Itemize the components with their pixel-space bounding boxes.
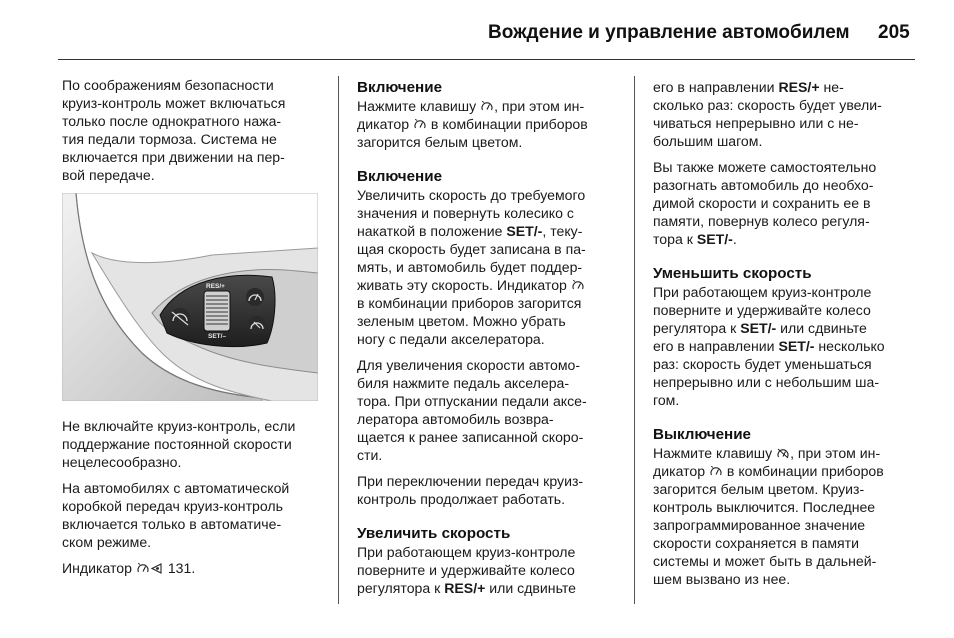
increase-speed-paragraph: При работающем круиз-контроле поверните и удерживайте колесо регулятора к RES/+ или сдвиньте bbox=[357, 544, 576, 596]
indicator-reference: Индикатор 131. bbox=[62, 560, 196, 576]
steering-wheel-illustration bbox=[62, 193, 318, 401]
cruise-control-icon bbox=[710, 466, 722, 477]
deactivation-paragraph: Нажмите клавишу , при этом ин- дикатор в комбинации приборов загорится белым цветом. Круиз- контроль выключится. Последнее запрограммированное значение скорости сохраняется в памяти системы и может быть в дальней- шем вызвано из нее. bbox=[653, 445, 884, 587]
column-divider-1 bbox=[338, 76, 339, 604]
cruise-control-icon bbox=[481, 101, 493, 112]
accelerate-paragraph: Для увеличения скорости автомо- биля нажмите педаль акселера- тора. При отпускании педали аксе- лератора автомобиль возвра- щается к ранее записанной скоро- сти. bbox=[357, 357, 587, 463]
column-1-lower bbox=[62, 417, 330, 585]
increase-speed-continued: его в направлении RES/+ не- сколько раз: скорость будет увели- чиваться непрерывно или с не- большим шагом. bbox=[653, 79, 882, 149]
gear-change-paragraph: При переключении передач круиз- контроль продолжает работать. bbox=[357, 473, 584, 507]
column-1 bbox=[62, 76, 330, 192]
warning-paragraph: Не включайте круиз-контроль, если поддержание постоянной скорости нецелесообразно. bbox=[62, 418, 296, 470]
cruise-off-icon bbox=[777, 448, 789, 459]
section-heading-deactivation: Выключение bbox=[653, 426, 751, 443]
section-heading-decrease-speed: Уменьшить скорость bbox=[653, 265, 812, 282]
column-divider-2 bbox=[634, 76, 635, 604]
cruise-off-button-icon bbox=[170, 308, 190, 328]
page-reference-icon bbox=[151, 563, 163, 574]
section-heading-activation-2: Включение bbox=[357, 168, 443, 185]
column-2 bbox=[357, 78, 625, 605]
section-heading-activation: Включение bbox=[357, 79, 443, 96]
page-number: 205 bbox=[878, 22, 910, 43]
res-label: RES/+ bbox=[206, 283, 225, 290]
cruise-control-icon bbox=[572, 280, 584, 291]
set-speed-paragraph: Увеличить скорость до требуемого значения и повернуть колесико с накаткой в положение SET/-, теку- щая скорость будет записана в па- мять, и автомобиль будет поддер- живать эту скорость. Индикатор в комбинации приборов загорится зеленым цветом. Можно убрать ногу с педали акселератора. bbox=[357, 187, 586, 347]
cruise-control-icon bbox=[137, 563, 149, 574]
cruise-on-button-icon bbox=[246, 288, 264, 306]
page-header-title: Вождение и управление автомобилем bbox=[488, 22, 850, 43]
safety-paragraph: По соображениям безопасности круиз-контроль может включаться только после однократного нажа- тия педали тормоза. Система не включается при движении на пер- вой передаче. bbox=[62, 77, 286, 183]
activation-paragraph: Нажмите клавишу , при этом ин- дикатор в комбинации приборов загорится белым цветом. bbox=[357, 98, 588, 150]
section-heading-increase-speed: Увеличить скорость bbox=[357, 525, 511, 542]
header-rule bbox=[58, 59, 915, 60]
set-label: SET/– bbox=[208, 333, 227, 340]
cruise-control-icon bbox=[414, 119, 426, 130]
automatic-paragraph: На автомобилях с автоматической коробкой передач круиз-контроль включается только в автоматиче- ском режиме. bbox=[62, 480, 290, 550]
speed-limiter-button-icon bbox=[248, 316, 266, 334]
manual-accelerate-paragraph: Вы также можете самостоятельно разогнать автомобиль до необхо- димой скорости и сохранить ее в памяти, повернув колесо регуля- тора к SET/-. bbox=[653, 159, 877, 247]
decrease-speed-paragraph: При работающем круиз-контроле поверните и удерживайте колесо регулятора к SET/- или сдвиньте его в направлении SET/- несколько раз: скорость будет уменьшаться непрерывно или с небольшим ша- гом. bbox=[653, 284, 885, 408]
column-3 bbox=[653, 78, 921, 596]
